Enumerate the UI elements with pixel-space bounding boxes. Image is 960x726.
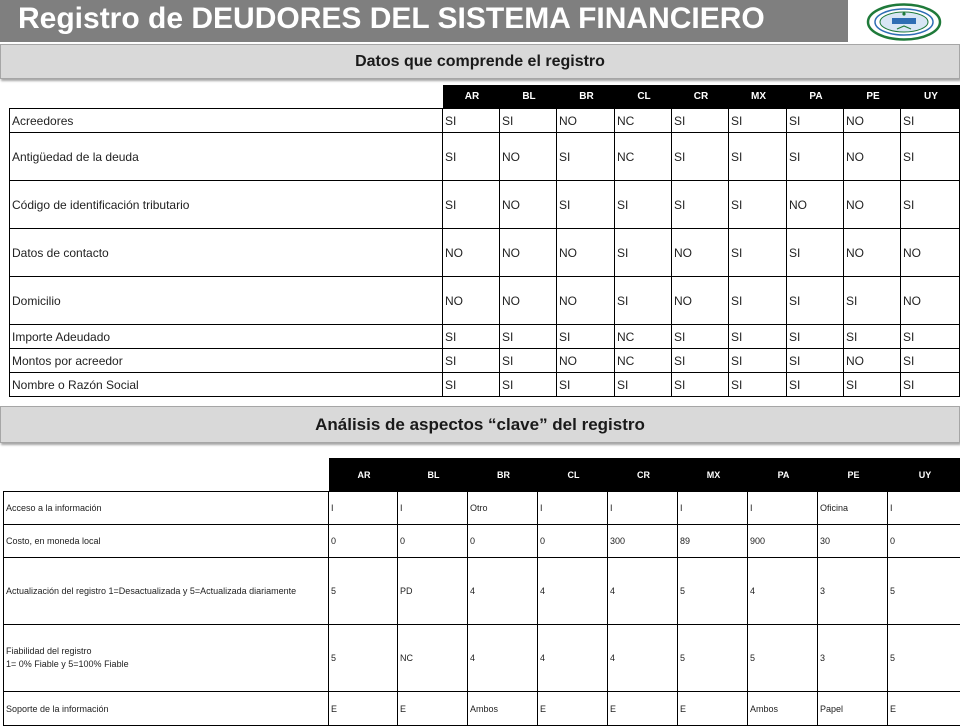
table-cell: NC <box>398 625 468 692</box>
table-cell: 900 <box>748 525 818 558</box>
section-header-analisis: Análisis de aspectos “clave” del registro <box>0 406 960 443</box>
table-cell: I <box>888 492 960 525</box>
table-cell: NO <box>557 349 615 373</box>
table-cell: NO <box>500 181 557 229</box>
table-cell: 0 <box>538 525 608 558</box>
header-corner <box>4 458 329 492</box>
table-cell: SI <box>729 325 787 349</box>
table-cell: SI <box>672 133 729 181</box>
table-cell: SI <box>615 277 672 325</box>
row-label: Costo, en moneda local <box>4 525 329 558</box>
column-header: CL <box>538 458 608 492</box>
table-cell: PD <box>398 558 468 625</box>
table-header-row <box>4 458 960 492</box>
table-cell: 5 <box>329 558 398 625</box>
page-title: Registro de DEUDORES DEL SISTEMA FINANCIERO <box>18 2 765 36</box>
column-header: BR <box>557 85 615 109</box>
table-cell: SI <box>672 181 729 229</box>
table-cell: SI <box>729 229 787 277</box>
table-cell: NO <box>443 229 500 277</box>
table-cell: SI <box>787 229 844 277</box>
table-cell: 4 <box>468 558 538 625</box>
table-cell: 30 <box>818 525 888 558</box>
table-cell: NC <box>615 133 672 181</box>
table-cell: Oficina <box>818 492 888 525</box>
table-cell: E <box>329 692 398 726</box>
table-cell: 0 <box>329 525 398 558</box>
column-header: AR <box>443 85 500 109</box>
table-cell: SI <box>729 181 787 229</box>
table-cell: SI <box>787 277 844 325</box>
table-cell: 4 <box>748 558 818 625</box>
table-cell: SI <box>901 325 960 349</box>
table-cell: 3 <box>818 558 888 625</box>
table-cell: SI <box>844 277 901 325</box>
table-cell: SI <box>672 349 729 373</box>
table-cell: SI <box>500 349 557 373</box>
table-cell: E <box>608 692 678 726</box>
table-cell: 0 <box>888 525 960 558</box>
table-cell: SI <box>901 133 960 181</box>
table-cell: SI <box>901 373 960 397</box>
table-cell: SI <box>443 373 500 397</box>
table-cell: SI <box>615 229 672 277</box>
table-row <box>10 277 960 325</box>
table-row <box>10 181 960 229</box>
table-row <box>10 349 960 373</box>
table-cell: I <box>608 492 678 525</box>
title-bar <box>0 0 848 42</box>
column-header: PA <box>748 458 818 492</box>
table-cell: SI <box>500 109 557 133</box>
table-row <box>4 525 960 558</box>
table-cell: 4 <box>608 558 678 625</box>
table-cell: SI <box>615 373 672 397</box>
table-cell: NC <box>615 325 672 349</box>
table-cell: Ambos <box>748 692 818 726</box>
table-cell: SI <box>844 373 901 397</box>
row-label: Datos de contacto <box>10 229 443 277</box>
table-cell: NO <box>557 109 615 133</box>
registry-data-table <box>9 85 960 397</box>
table-cell: SI <box>672 373 729 397</box>
table-cell: 4 <box>538 625 608 692</box>
table-row <box>4 558 960 625</box>
table-cell: NO <box>844 181 901 229</box>
row-label: Acceso a la información <box>4 492 329 525</box>
table-cell: NO <box>787 181 844 229</box>
table-cell: NO <box>901 229 960 277</box>
table-cell: E <box>538 692 608 726</box>
table-cell: Papel <box>818 692 888 726</box>
table-cell: NO <box>844 133 901 181</box>
table-cell: 3 <box>818 625 888 692</box>
section-header-datos: Datos que comprende el registro <box>0 44 960 79</box>
table-cell: Ambos <box>468 692 538 726</box>
table-cell: 5 <box>329 625 398 692</box>
table-row <box>4 492 960 525</box>
table-cell: SI <box>557 133 615 181</box>
row-label: Domicilio <box>10 277 443 325</box>
table-cell: 5 <box>888 558 960 625</box>
row-label: Importe Adeudado <box>10 325 443 349</box>
logo-container <box>848 0 960 42</box>
column-header: MX <box>729 85 787 109</box>
table-cell: SI <box>901 109 960 133</box>
table-cell: SI <box>557 373 615 397</box>
row-label: Acreedores <box>10 109 443 133</box>
column-header: PE <box>844 85 901 109</box>
table-cell: I <box>748 492 818 525</box>
column-header: UY <box>901 85 960 109</box>
table-cell: SI <box>500 325 557 349</box>
table-cell: I <box>538 492 608 525</box>
table-row <box>10 109 960 133</box>
table-cell: NC <box>615 109 672 133</box>
table-cell: 300 <box>608 525 678 558</box>
column-header: CR <box>608 458 678 492</box>
organization-logo-icon <box>866 3 942 41</box>
column-header: UY <box>888 458 960 492</box>
column-header: PA <box>787 85 844 109</box>
table-cell: 5 <box>678 558 748 625</box>
table-cell: 4 <box>468 625 538 692</box>
table-cell: 5 <box>888 625 960 692</box>
table-cell: SI <box>787 133 844 181</box>
table-cell: SI <box>500 373 557 397</box>
table-cell: NO <box>443 277 500 325</box>
table-cell: NO <box>557 229 615 277</box>
table-row <box>10 373 960 397</box>
column-header: CL <box>615 85 672 109</box>
table-cell: I <box>678 492 748 525</box>
table-cell: NO <box>672 229 729 277</box>
table-cell: 4 <box>608 625 678 692</box>
table-cell: 0 <box>468 525 538 558</box>
table-cell: SI <box>787 349 844 373</box>
table-row <box>10 133 960 181</box>
table-cell: Otro <box>468 492 538 525</box>
row-label: Antigüedad de la deuda <box>10 133 443 181</box>
row-label: Actualización del registro 1=Desactualizada y 5=Actualizada diariamente <box>4 558 329 625</box>
table-cell: NO <box>500 277 557 325</box>
table-cell: SI <box>729 373 787 397</box>
table-cell: SI <box>443 325 500 349</box>
table-cell: NO <box>557 277 615 325</box>
key-aspects-table <box>3 458 960 726</box>
table-cell: SI <box>557 181 615 229</box>
column-header: BR <box>468 458 538 492</box>
column-header: BL <box>398 458 468 492</box>
table-cell: SI <box>443 133 500 181</box>
table-cell: NO <box>844 109 901 133</box>
table-cell: SI <box>844 325 901 349</box>
row-label: Nombre o Razón Social <box>10 373 443 397</box>
table-cell: SI <box>557 325 615 349</box>
table-cell: 0 <box>398 525 468 558</box>
table-cell: SI <box>787 109 844 133</box>
column-header: AR <box>329 458 398 492</box>
row-label: Código de identificación tributario <box>10 181 443 229</box>
column-header: BL <box>500 85 557 109</box>
table-cell: SI <box>615 181 672 229</box>
table-cell: NO <box>672 277 729 325</box>
table-cell: E <box>398 692 468 726</box>
table-cell: NO <box>500 133 557 181</box>
row-label: Soporte de la información <box>4 692 329 726</box>
table-cell: E <box>678 692 748 726</box>
table-cell: NO <box>844 349 901 373</box>
column-header: PE <box>818 458 888 492</box>
table-cell: SI <box>672 325 729 349</box>
table-cell: 5 <box>748 625 818 692</box>
table-row <box>10 229 960 277</box>
table-cell: 89 <box>678 525 748 558</box>
column-header: CR <box>672 85 729 109</box>
table-cell: NO <box>500 229 557 277</box>
table-cell: SI <box>787 373 844 397</box>
table-cell: SI <box>729 277 787 325</box>
header-corner <box>10 85 443 109</box>
table-cell: NO <box>901 277 960 325</box>
table-cell: SI <box>443 349 500 373</box>
column-header: MX <box>678 458 748 492</box>
table-cell: SI <box>443 181 500 229</box>
table-cell: SI <box>901 181 960 229</box>
table-cell: SI <box>672 109 729 133</box>
table-cell: SI <box>787 325 844 349</box>
table-cell: I <box>329 492 398 525</box>
table-cell: I <box>398 492 468 525</box>
table-cell: 4 <box>538 558 608 625</box>
table-cell: 5 <box>678 625 748 692</box>
table-header-row <box>10 85 960 109</box>
row-label: Montos por acreedor <box>10 349 443 373</box>
table-cell: SI <box>729 133 787 181</box>
table-cell: SI <box>443 109 500 133</box>
table-row <box>4 625 960 692</box>
table-cell: E <box>888 692 960 726</box>
table-cell: NO <box>844 229 901 277</box>
row-label: Fiabilidad del registro 1= 0% Fiable y 5=100% Fiable <box>4 625 329 692</box>
table-row <box>4 692 960 726</box>
table-cell: NC <box>615 349 672 373</box>
table-cell: SI <box>729 349 787 373</box>
table-row <box>10 325 960 349</box>
table-cell: SI <box>901 349 960 373</box>
table-cell: SI <box>729 109 787 133</box>
